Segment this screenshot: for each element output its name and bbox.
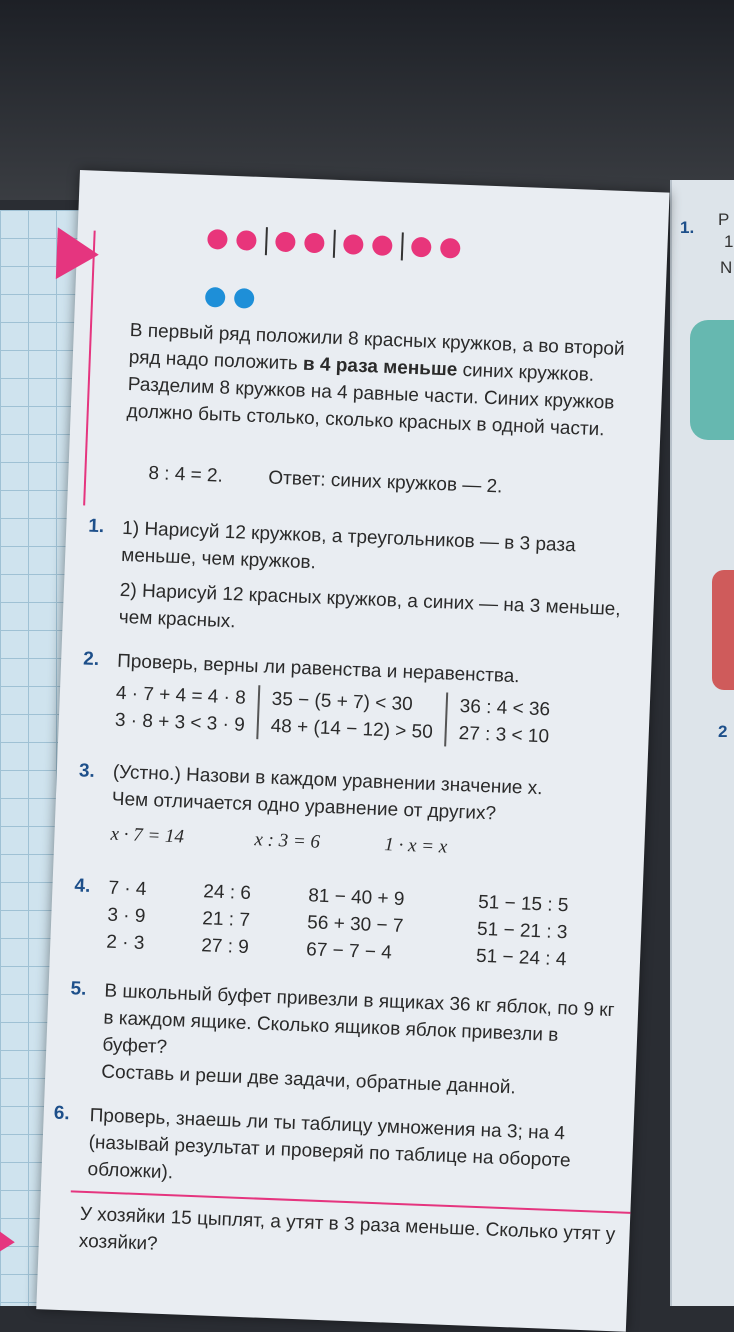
divider <box>401 232 404 260</box>
red-circle-icon <box>372 235 393 256</box>
task-4-expression: 51 − 15 : 5 <box>477 891 569 917</box>
red-circle-icon <box>440 238 461 259</box>
task-2-expression: 4 · 7 + 4 = 4 · 8 <box>115 682 247 709</box>
divider <box>265 227 268 255</box>
task-2-column-1 <box>102 679 258 739</box>
task-1-number: 1. <box>87 515 105 538</box>
background-desk <box>0 0 734 200</box>
intro-text: В первый ряд положили 8 красных кружков, а во второй ряд надо положить в 4 раза меньше синих кружков. Разделим 8 кружков на 4 равные части. Синих кружков должно быть столько, сколько красных в одной части. <box>126 320 625 441</box>
task-6-text: Проверь, знаешь ли ты таблицу умножения на 3; на 4 (называй результат и проверяй по таблице на обороте обложки). <box>87 1105 571 1184</box>
right-page-letter-2: 1 <box>724 232 734 251</box>
task-2-expression: 27 : 3 < 10 <box>458 722 550 748</box>
task-4-expression: 3 · 9 <box>107 904 146 928</box>
task-2-number: 2. <box>82 648 100 671</box>
task-2-column-2 <box>256 685 446 746</box>
task-4-expression: 51 − 24 : 4 <box>475 945 567 971</box>
task-2-expression: 35 − (5 + 7) < 30 <box>271 688 414 716</box>
task-4-number: 4. <box>74 875 91 897</box>
blue-circles-row <box>205 287 264 309</box>
task-1-part-1: 1) Нарисуй 12 кружков, а треугольников — в 3 раза меньше, чем кружков. <box>120 517 577 574</box>
task-4-expression: 7 · 4 <box>108 877 147 901</box>
task-2-expressions <box>102 679 562 751</box>
red-circle-icon <box>275 232 296 253</box>
task-4-expression: 2 · 3 <box>105 931 145 955</box>
task-5-text: В школьный буфет привезли в ящиках 36 кг яблок, по 9 кг в каждом ящике. Сколько ящиков яблок привезли в буфет? <box>102 980 615 1058</box>
task-6-number: 6. <box>53 1102 71 1125</box>
red-circle-icon <box>411 237 432 258</box>
task-3-number: 3. <box>78 760 96 783</box>
task-4-expression: 67 − 7 − 4 <box>305 939 393 964</box>
task-3-line-1: (Устно.) Назови в каждом уравнении значение x. <box>112 761 543 800</box>
task-2-column-3 <box>444 692 562 750</box>
intro-answer: Ответ: синих кружков — 2. <box>267 467 503 498</box>
task-4-expressions <box>106 875 619 976</box>
task-4-expression: 56 + 30 − 7 <box>306 912 404 937</box>
red-circle-icon <box>207 229 228 250</box>
task-3-equation-1: x · 7 = 14 <box>110 823 185 848</box>
task-2-text: Проверь, верны ли равенства и неравенства. <box>116 650 520 688</box>
task-3-equation-3: 1 · x = x <box>383 834 448 858</box>
task-4-expression: 27 : 9 <box>200 935 250 959</box>
task-4-expression: 24 : 6 <box>202 881 252 905</box>
blue-circle-icon <box>205 287 226 308</box>
task-4-expression: 51 − 21 : 3 <box>476 918 568 944</box>
red-circle-icon <box>343 234 364 255</box>
divider <box>333 230 336 258</box>
task-3-equation-2: x : 3 = 6 <box>254 829 321 853</box>
task-2-expression: 36 : 4 < 36 <box>459 695 551 721</box>
red-circle-icon <box>304 233 325 254</box>
blue-circle-icon <box>234 288 255 309</box>
right-page-letter-3: N <box>720 258 733 277</box>
right-page-number-1: 1. <box>680 218 695 237</box>
task-3-line-2: Чем отличается одно уравнение от других? <box>111 788 497 825</box>
task-5-number: 5. <box>70 978 87 1000</box>
intro-equation: 8 : 4 = 2. <box>148 462 224 487</box>
right-page-illustration <box>690 320 734 440</box>
right-page-letter-1: Р <box>718 210 730 229</box>
task-4-expression: 81 − 40 + 9 <box>307 885 405 910</box>
right-page-illustration-2 <box>712 570 734 690</box>
red-circles-row <box>207 225 470 263</box>
task-1-part-2: 2) Нарисуй 12 красных кружков, а синих — на 3 меньше, чем красных. <box>118 579 622 633</box>
task-2-expression: 3 · 8 + 3 < 3 · 9 <box>114 709 246 736</box>
red-circle-icon <box>236 230 257 251</box>
section-marker-icon <box>0 1217 16 1266</box>
task-2-expression: 48 + (14 − 12) > 50 <box>270 715 434 743</box>
bottom-task-text: У хозяйки 15 цыплят, а утят в 3 раза меньше. Сколько утят у хозяйки? <box>78 1203 616 1255</box>
textbook-page <box>36 170 669 1332</box>
right-page-number-2: 2 <box>718 722 728 741</box>
task-4-expression: 21 : 7 <box>201 908 251 932</box>
task-5-text-2: Составь и реши две задачи, обратные данной. <box>100 1061 517 1099</box>
